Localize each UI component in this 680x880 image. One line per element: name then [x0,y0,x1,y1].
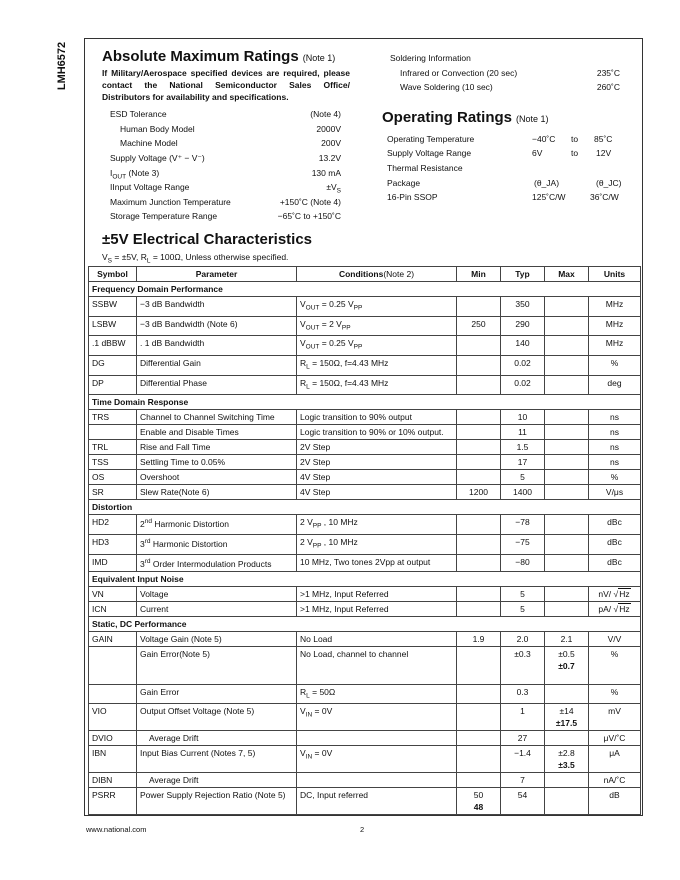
conditions-cell: $V_{IN} = 0V$ [297,746,457,773]
min-cell [457,336,501,356]
min-cell [457,646,501,684]
abs-max-value: −65˚C to +150˚C [277,211,341,221]
units-cell: nV/ √Hz [589,586,641,601]
units-cell: mV [589,704,641,731]
units-cell: MHz [589,297,641,317]
supply-range-label: Supply Voltage Range [387,148,472,158]
min-cell [457,535,501,555]
max-cell [545,554,589,571]
abs-max-label: Human Body Model [120,124,195,134]
table-row [89,297,641,317]
symbol-cell [89,646,137,684]
symbol-cell: DVIO [89,731,137,746]
units-cell: μV/˚C [589,731,641,746]
table-row [89,485,641,500]
min-cell [457,410,501,425]
theta-ja-header: (θ_JA) [534,178,560,188]
parameter-cell: Gain Error [137,684,297,704]
table-row [89,535,641,555]
typ-cell: 290 [501,316,545,336]
elec-char-title: ±5V Electrical Characteristics [102,231,313,248]
table-row [89,746,641,773]
electrical-characteristics-table [88,266,641,815]
parameter-cell: −3 dB Bandwidth [137,297,297,317]
conditions-cell: $R_L = 150\Omega$, f=4.43 MHz [297,375,457,395]
max-cell [545,515,589,535]
parameter-cell: Output Offset Voltage (Note 5) [137,704,297,731]
symbol-cell: DIBN [89,773,137,788]
conditions-cell: Logic transition to 90% or 10% output. [297,425,457,440]
abs-max-value: 13.2V [318,153,341,163]
conditions-cell: 10 MHz, Two tones 2Vpp at output [297,554,457,571]
units-cell: ns [589,455,641,470]
table-row [89,554,641,571]
abs-max-label: $I_{OUT}$ (Note 3) [110,168,160,181]
conditions-cell: 2 $V_{PP}$ , 10 MHz [297,535,457,555]
parameter-cell: Voltage Gain (Note 5) [137,631,297,646]
symbol-cell [89,684,137,704]
units-cell: dB [589,788,641,815]
max-cell [545,356,589,376]
units-cell: V/V [589,631,641,646]
ssop-theta-jc: 36˚C/W [590,192,619,202]
parameter-cell: Input Bias Current (Notes 7, 5) [137,746,297,773]
theta-jc-header: (θ_JC) [596,178,622,188]
symbol-cell: DP [89,375,137,395]
parameter-cell: Slew Rate(Note 6) [137,485,297,500]
typ-cell: 7 [501,773,545,788]
typ-cell: 5 [501,586,545,601]
table-row [89,356,641,376]
abs-max-label: ESD Tolerance [110,109,167,119]
section-heading: Time Domain Response [89,395,641,410]
section-row [89,282,641,297]
min-cell [457,515,501,535]
typ-cell: 54 [501,788,545,815]
typ-cell: 1400 [501,485,545,500]
section-heading: Frequency Domain Performance [89,282,641,297]
footer-website: www.national.com [86,825,147,834]
table-row [89,704,641,731]
col-symbol: Symbol [89,267,137,282]
parameter-cell: Channel to Channel Switching Time [137,410,297,425]
symbol-cell: SR [89,485,137,500]
section-heading: Static, DC Performance [89,616,641,631]
symbol-cell: OS [89,470,137,485]
table-row [89,773,641,788]
symbol-cell: HD2 [89,515,137,535]
min-cell [457,731,501,746]
typ-cell: 2.0 [501,631,545,646]
abs-max-title: Absolute Maximum Ratings (Note 1) [102,48,336,65]
max-cell [545,440,589,455]
abs-max-value: 200V [321,138,341,148]
col-conditions: Conditions(Note 2) [297,267,457,282]
op-temp-min: −40˚C [532,134,556,144]
parameter-cell: Power Supply Rejection Ratio (Note 5) [137,788,297,815]
max-cell [545,773,589,788]
parameter-cell: Current [137,601,297,616]
section-heading: Distortion [89,500,641,515]
conditions-cell [297,731,457,746]
max-cell [545,788,589,815]
typ-cell: 10 [501,410,545,425]
min-cell [457,440,501,455]
min-cell [457,554,501,571]
typ-cell: 350 [501,297,545,317]
symbol-cell: HD3 [89,535,137,555]
ssop-label: 16-Pin SSOP [387,192,438,202]
col-max: Max [545,267,589,282]
parameter-cell: −3 dB Bandwidth (Note 6) [137,316,297,336]
units-cell: deg [589,375,641,395]
symbol-cell: ICN [89,601,137,616]
parameter-cell: 3rd Harmonic Distortion [137,535,297,555]
table-row [89,646,641,684]
soldering-value: 260˚C [596,82,620,92]
parameter-cell: 2nd Harmonic Distortion [137,515,297,535]
table-row [89,425,641,440]
units-cell: ns [589,440,641,455]
abs-max-label: Machine Model [120,138,178,148]
typ-cell: 1.5 [501,440,545,455]
typ-cell: −80 [501,554,545,571]
elec-conditions: $V_S = \pm 5V$, $R_L = 100\Omega$, Unless otherwise specified. [102,252,289,265]
col-typ: Typ [501,267,545,282]
max-cell [545,684,589,704]
conditions-cell: DC, Input referred [297,788,457,815]
typ-cell: 1 [501,704,545,731]
symbol-cell: GAIN [89,631,137,646]
soldering-title: Soldering Information [390,53,471,63]
typ-cell: 0.02 [501,356,545,376]
max-cell [545,410,589,425]
min-cell [457,586,501,601]
typ-cell: 5 [501,601,545,616]
min-cell [457,773,501,788]
units-cell: μA [589,746,641,773]
abs-max-label: IInput Voltage Range [110,182,190,192]
package-label: Package [387,178,421,188]
part-number-side-label: LMH6572 [56,41,69,91]
section-heading: Equivalent Input Noise [89,571,641,586]
symbol-cell [89,425,137,440]
footer-page-number: 2 [360,825,365,834]
units-cell: dBc [589,535,641,555]
table-row [89,788,641,815]
conditions-cell: 2 $V_{PP}$ , 10 MHz [297,515,457,535]
typ-cell: 5 [501,470,545,485]
parameter-cell: Gain Error(Note 5) [137,646,297,684]
symbol-cell: PSRR [89,788,137,815]
min-cell: 1200 [457,485,501,500]
table-row [89,684,641,704]
min-cell [457,470,501,485]
conditions-cell [297,773,457,788]
op-ratings-title: Operating Ratings (Note 1) [382,109,549,126]
abs-max-value: $\pm V_S$ [326,182,341,195]
min-cell [457,704,501,731]
min-cell: 250 [457,316,501,336]
military-warning: If Military/Aerospace specified devices are required, please contact the National Semiconductor Sales Office/ Distributors for availability and specifications. [102,68,350,102]
supply-range-to: to [571,148,579,158]
table-row [89,731,641,746]
typ-cell: 0.02 [501,375,545,395]
max-cell: ±14 ±17.5 [545,704,589,731]
min-cell [457,297,501,317]
units-cell: % [589,470,641,485]
units-cell: % [589,356,641,376]
min-cell [457,455,501,470]
table-row [89,410,641,425]
conditions-cell: Logic transition to 90% output [297,410,457,425]
min-cell [457,375,501,395]
parameter-cell: Differential Gain [137,356,297,376]
symbol-cell: TRL [89,440,137,455]
abs-max-value: +150˚C (Note 4) [279,197,341,207]
min-cell: 1.9 [457,631,501,646]
parameter-cell: 3rd Order Intermodulation Products [137,554,297,571]
abs-max-label: Storage Temperature Range [110,211,218,221]
max-cell [545,375,589,395]
units-cell: % [589,646,641,684]
units-cell: V/μs [589,485,641,500]
max-cell [545,470,589,485]
parameter-cell: Settling Time to 0.05% [137,455,297,470]
col-units: Units [589,267,641,282]
typ-cell: 0.3 [501,684,545,704]
max-cell: 2.1 [545,631,589,646]
parameter-cell: Average Drift [137,773,297,788]
units-cell: dBc [589,515,641,535]
section-row [89,616,641,631]
max-cell [545,601,589,616]
max-cell [545,455,589,470]
min-cell [457,684,501,704]
max-cell [545,731,589,746]
abs-max-label: Supply Voltage (V⁺ − V⁻) [110,153,205,163]
symbol-cell: VIO [89,704,137,731]
soldering-label: Infrared or Convection (20 sec) [400,68,518,78]
table-row [89,586,641,601]
table-row [89,336,641,356]
table-row [89,631,641,646]
symbol-cell: TSS [89,455,137,470]
min-cell [457,746,501,773]
parameter-cell: Differential Phase [137,375,297,395]
table-body [89,282,641,815]
soldering-label: Wave Soldering (10 sec) [400,82,493,92]
conditions-cell: $R_L = 150\Omega$, f=4.43 MHz [297,356,457,376]
thermal-resistance-label: Thermal Resistance [387,163,463,173]
max-cell: ±2.8 ±3.5 [545,746,589,773]
abs-max-value: 130 mA [311,168,341,178]
typ-cell: 11 [501,425,545,440]
op-temp-label: Operating Temperature [387,134,475,144]
abs-max-value: (Note 4) [310,109,341,119]
parameter-cell: Enable and Disable Times [137,425,297,440]
parameter-cell: Overshoot [137,470,297,485]
conditions-cell: 4V Step [297,485,457,500]
typ-cell: 17 [501,455,545,470]
min-cell [457,601,501,616]
parameter-cell: Voltage [137,586,297,601]
conditions-cell: No Load, channel to channel [297,646,457,684]
symbol-cell: VN [89,586,137,601]
col-min: Min [457,267,501,282]
table-row [89,470,641,485]
table-header-row [89,267,641,282]
units-cell: % [589,684,641,704]
units-cell: nA/˚C [589,773,641,788]
conditions-cell: >1 MHz, Input Referred [297,586,457,601]
conditions-cell: $V_{IN} = 0V$ [297,704,457,731]
abs-max-value: 2000V [316,124,341,134]
typ-cell: −1.4 [501,746,545,773]
table-row [89,316,641,336]
op-temp-max: 85˚C [594,134,613,144]
symbol-cell: .1 dBBW [89,336,137,356]
max-cell [545,316,589,336]
supply-range-min: 6V [532,148,543,158]
table-row [89,455,641,470]
parameter-cell: . 1 dB Bandwidth [137,336,297,356]
conditions-cell: 4V Step [297,470,457,485]
conditions-cell: $V_{OUT} = 2$ $V_{PP}$ [297,316,457,336]
parameter-cell: Rise and Fall Time [137,440,297,455]
units-cell: ns [589,410,641,425]
symbol-cell: SSBW [89,297,137,317]
units-cell: dBc [589,554,641,571]
units-cell: ns [589,425,641,440]
max-cell [545,586,589,601]
max-cell [545,336,589,356]
symbol-cell: TRS [89,410,137,425]
section-row [89,395,641,410]
symbol-cell: DG [89,356,137,376]
soldering-value: 235˚C [596,68,620,78]
max-cell [545,535,589,555]
conditions-cell: No Load [297,631,457,646]
units-cell: MHz [589,336,641,356]
min-cell [457,356,501,376]
section-row [89,500,641,515]
typ-cell: −75 [501,535,545,555]
table-row [89,375,641,395]
max-cell [545,425,589,440]
units-cell: MHz [589,316,641,336]
conditions-cell: $V_{OUT} = 0.25$ $V_{PP}$ [297,297,457,317]
conditions-cell: 2V Step [297,455,457,470]
section-row [89,571,641,586]
max-cell: ±0.5 ±0.7 [545,646,589,684]
units-cell: pA/ √Hz [589,601,641,616]
min-cell [457,425,501,440]
max-cell [545,485,589,500]
abs-max-label: Maximum Junction Temperature [110,197,231,207]
symbol-cell: LSBW [89,316,137,336]
supply-range-max: 12V [596,148,612,158]
ssop-theta-ja: 125˚C/W [532,192,566,202]
col-parameter: Parameter [137,267,297,282]
table-row [89,515,641,535]
table-row [89,440,641,455]
table-row [89,601,641,616]
conditions-cell: >1 MHz, Input Referred [297,601,457,616]
typ-cell: −78 [501,515,545,535]
conditions-cell: $V_{OUT} = 0.25$ $V_{PP}$ [297,336,457,356]
conditions-cell: 2V Step [297,440,457,455]
min-cell: 50 48 [457,788,501,815]
typ-cell: 140 [501,336,545,356]
symbol-cell: IBN [89,746,137,773]
typ-cell: ±0.3 [501,646,545,684]
conditions-cell: $R_L = 50\Omega$ [297,684,457,704]
op-temp-to: to [571,134,579,144]
typ-cell: 27 [501,731,545,746]
parameter-cell: Average Drift [137,731,297,746]
max-cell [545,297,589,317]
symbol-cell: IMD [89,554,137,571]
